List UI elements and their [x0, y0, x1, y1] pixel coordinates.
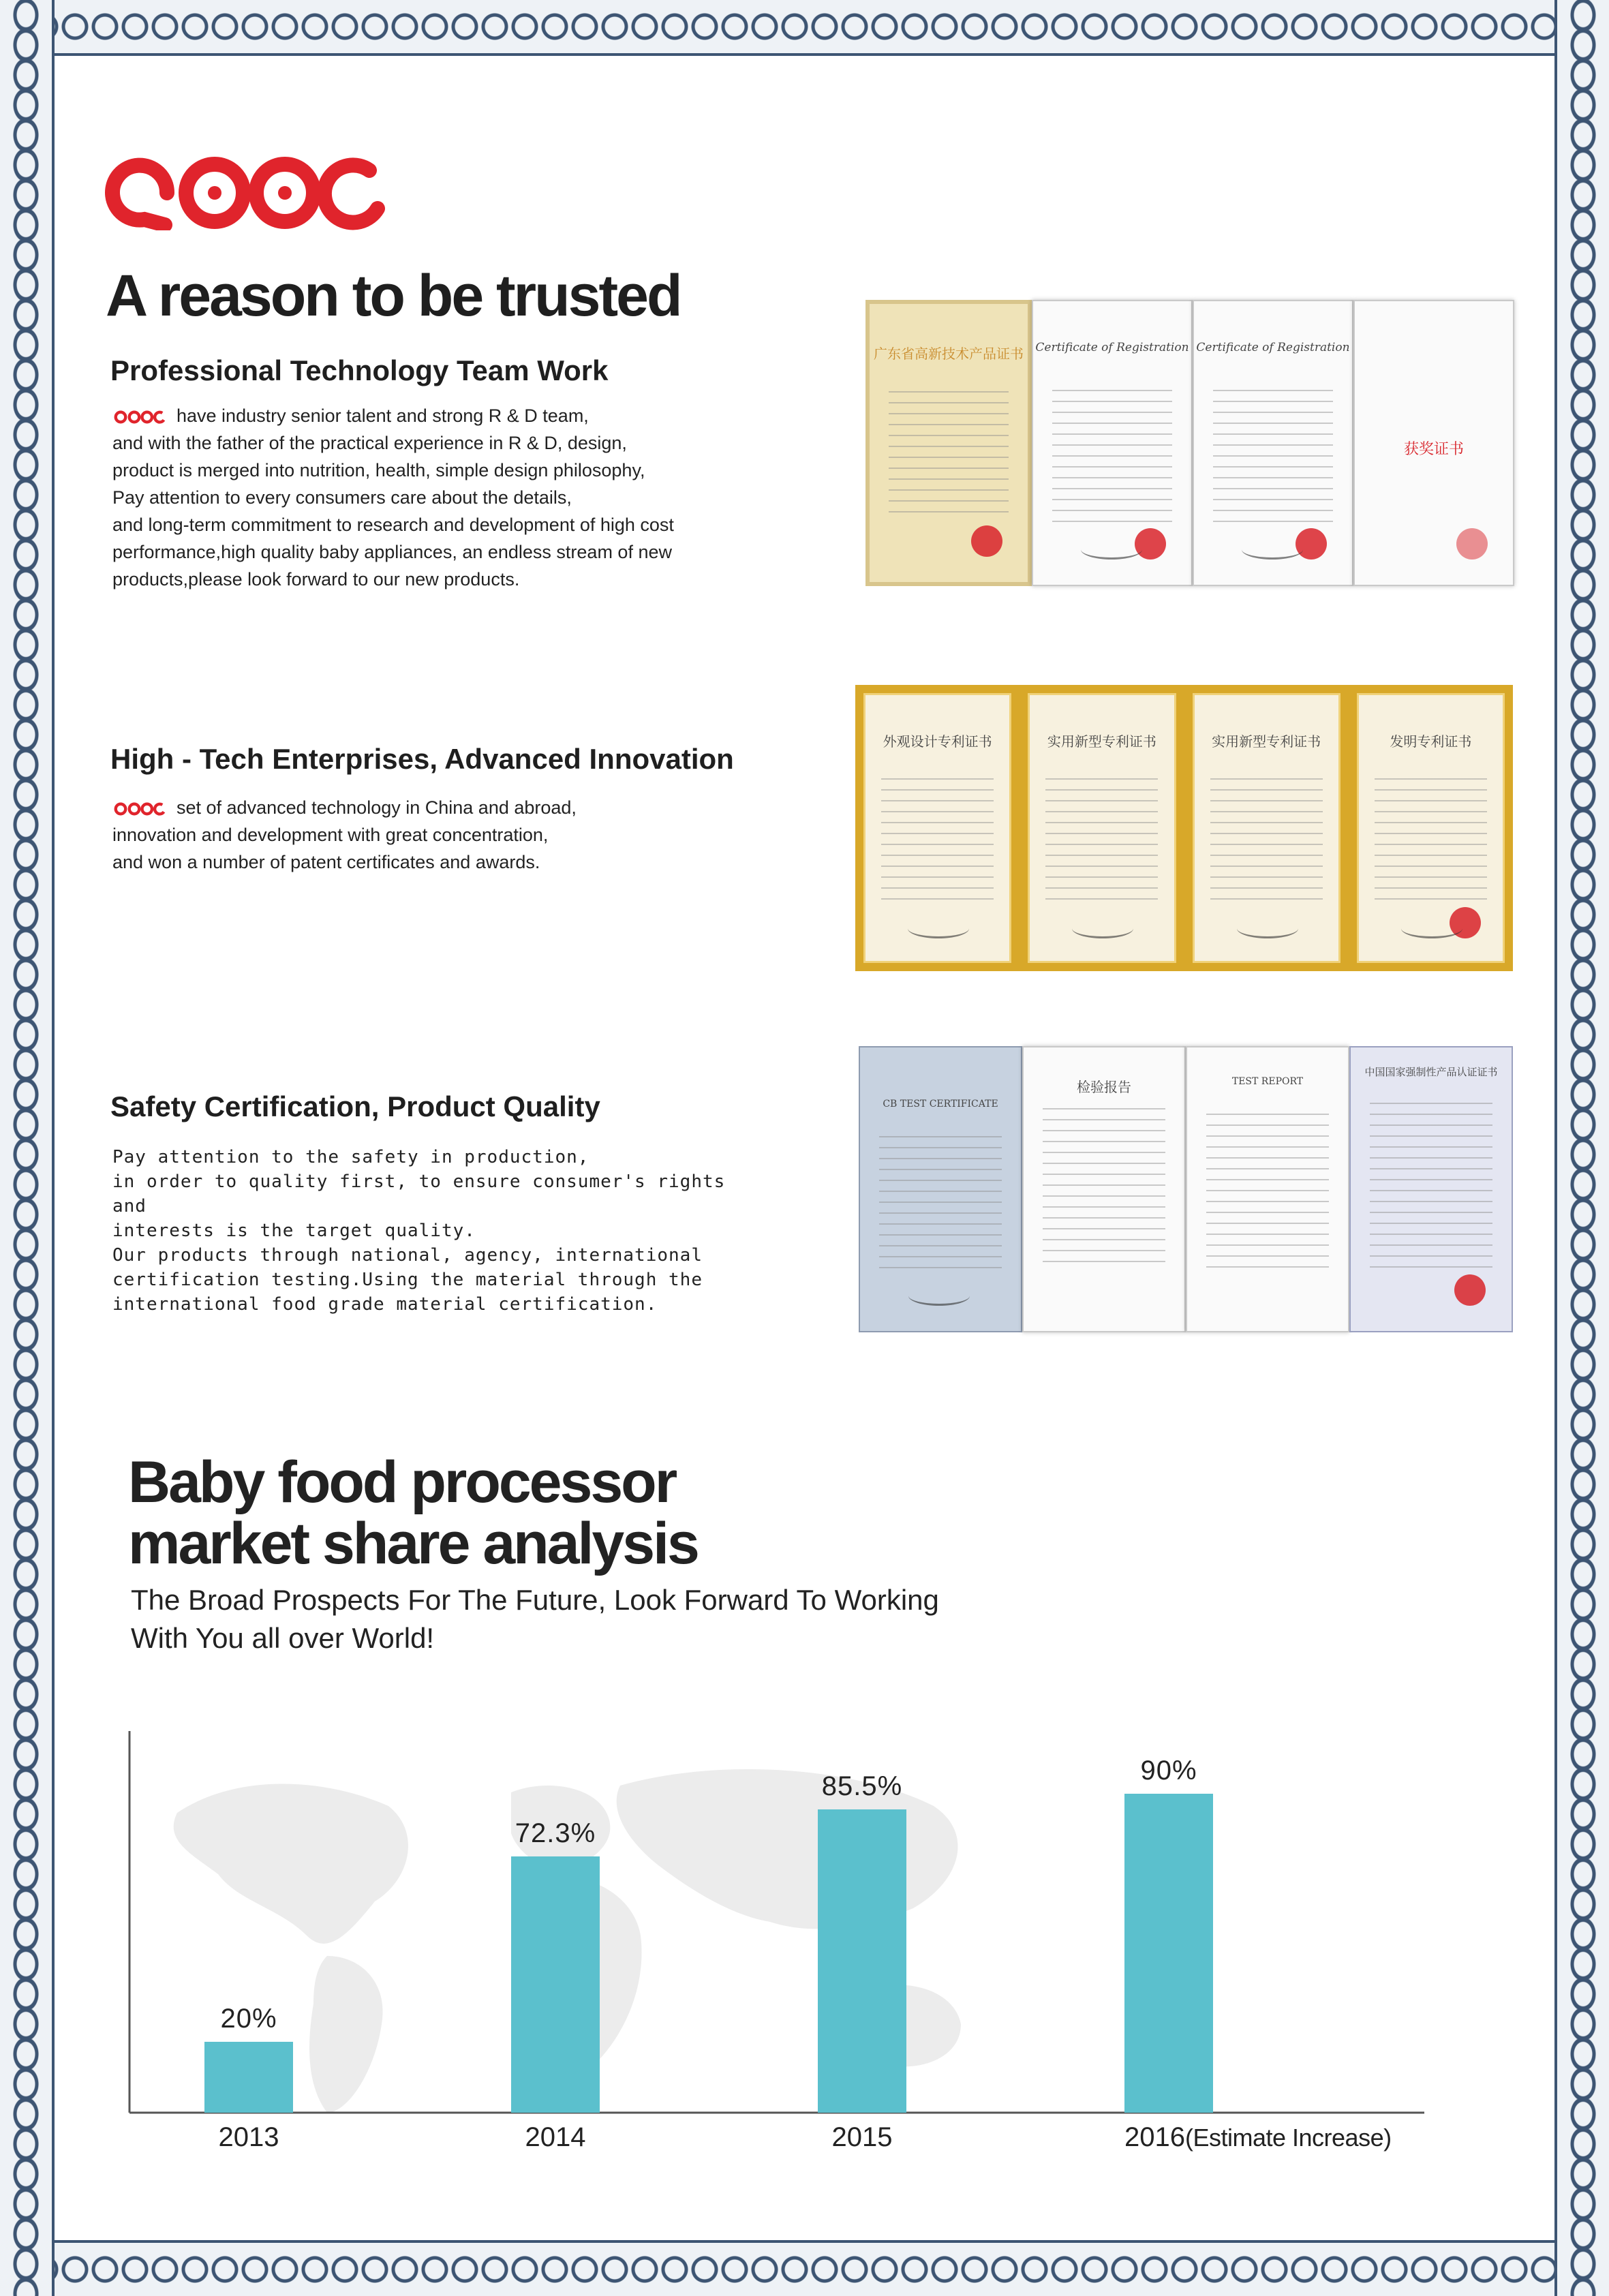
- certificate-strip-1: [865, 300, 1514, 586]
- certificate-strip-3: [859, 1046, 1513, 1332]
- data-label-2013: 20%: [220, 2004, 277, 2034]
- decorative-border-top: [0, 0, 1609, 56]
- section-title-innovation: High - Tech Enterprises, Advanced Innovation: [110, 743, 734, 775]
- certificate-image: Certificate of Registration: [1032, 300, 1193, 586]
- certificate-image: CB TEST CERTIFICATE: [859, 1046, 1022, 1332]
- certificate-image: 中国国家强制性产品认证证书: [1349, 1046, 1513, 1332]
- inline-brand-logo: [112, 802, 170, 816]
- bar-2013: [204, 2042, 293, 2113]
- certificate-image: 外观设计专利证书: [855, 685, 1020, 971]
- brand-logo: [102, 155, 402, 230]
- certificate-image: Certificate of Registration: [1193, 300, 1353, 586]
- chart-svg: [102, 1731, 1452, 2126]
- x-tick-note: (Estimate Increase): [1184, 2124, 1392, 2152]
- certificate-image: 实用新型专利证书: [1020, 685, 1184, 971]
- x-tick-label-2014: 2014: [525, 2122, 586, 2152]
- chart-title: Baby food processor market share analysis: [128, 1450, 698, 1576]
- bar-2016: [1124, 1794, 1213, 2113]
- certificate-image: 实用新型专利证书: [1184, 685, 1349, 971]
- inline-brand-logo: [112, 410, 170, 424]
- x-tick-label-2016: 2016(Estimate Increase): [1124, 2122, 1392, 2152]
- section-body-safety: Pay attention to the safety in production, in order to quality first, to ensure consumer's rights and interests is the target quality. Our products through national, agency, international certification testing.Using the material through the international food grade material certification.: [112, 1147, 726, 1315]
- section-body-innovation-text: set of advanced technology in China and abroad, innovation and development with great concentration, and won a number of patent certificates and awards.: [112, 797, 577, 872]
- chart-subtitle: The Broad Prospects For The Future, Look Forward To Working With You all over World!: [131, 1584, 939, 1654]
- certificate-image: 广东省高新技术产品证书: [865, 300, 1032, 586]
- data-label-2016: 90%: [1140, 1756, 1197, 1786]
- bar-2015: [818, 1809, 906, 2113]
- section-title-safety: Safety Certification, Product Quality: [110, 1090, 600, 1122]
- section-body-team-text: have industry senior talent and strong R & D team, and with the father of the practical experience in R & D, design, product is merged into nutrition, health, simple design philosophy, Pay attention to every consumers care about the details, and long-term commitment to research and development of high cost performance,high quality baby appliances, an endless stream of new products,please look forward to our new products.: [112, 405, 674, 590]
- x-tick-label-2013: 2013: [218, 2122, 279, 2152]
- data-label-2014: 72.3%: [515, 1818, 596, 1849]
- data-label-2015: 85.5%: [821, 1771, 903, 1802]
- certificate-image: 获奖证书: [1353, 300, 1514, 586]
- certificate-image: 检验报告: [1022, 1046, 1186, 1332]
- market-share-chart: [102, 1731, 1452, 2152]
- decorative-border-right: [1554, 0, 1609, 2296]
- section-body-team: [112, 402, 767, 593]
- decorative-border-left: [0, 0, 55, 2296]
- certificate-image: TEST REPORT: [1186, 1046, 1349, 1332]
- page-headline: A reason to be trusted: [106, 263, 681, 328]
- certificate-strip-2: [855, 685, 1513, 971]
- section-body-innovation: [112, 794, 767, 876]
- x-tick-label-2015: 2015: [831, 2122, 893, 2152]
- decorative-border-bottom: [0, 2240, 1609, 2296]
- bar-2014: [511, 1856, 600, 2113]
- section-title-team: Professional Technology Team Work: [110, 354, 609, 386]
- certificate-image: 发明专利证书: [1349, 685, 1513, 971]
